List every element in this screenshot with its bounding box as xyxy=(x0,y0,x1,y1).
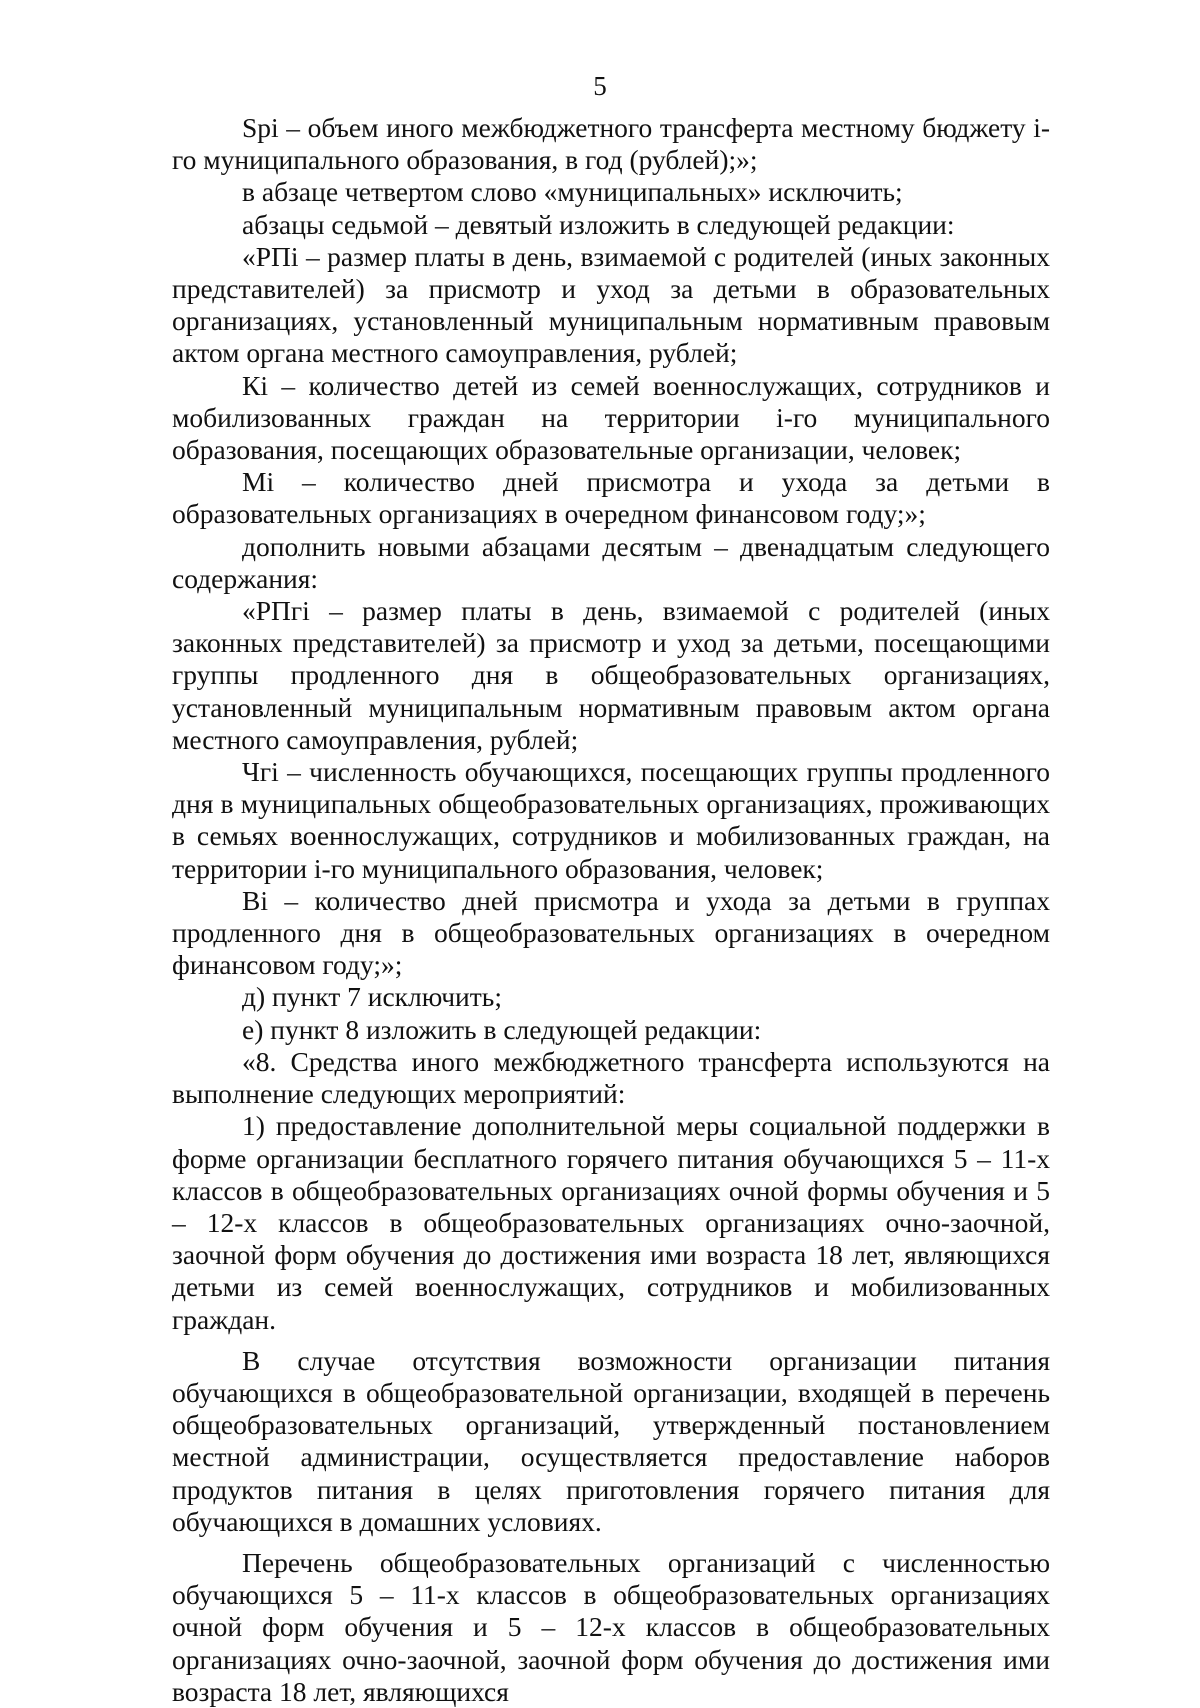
paragraph: в абзаце четвертом слово «муниципальных» исключить; xyxy=(242,176,903,208)
paragraph: 1) предоставление дополнительной меры социальной поддержки в форме организации бесплатного горячего питания обучающихся 5 – 11-х классов в общеобразовательных организациях очной формы обучения и 5 – 12-х классов в общеобразовательных организациях очно-заочной, заочной форм обучения до достижения ими возраста 18 лет, являющихся детьми из семей военнослужащих, сотрудников и мобилизованных граждан. xyxy=(172,1110,1050,1335)
paragraph: Перечень общеобразовательных организаций с численностью обучающихся 5 – 11-х классов в общеобразовательных организациях очной форм обучения и 5 – 12-х классов в общеобразовательных организациях очно-заочной, заочной форм обучения до достижения ими возраста 18 лет, являющихся xyxy=(172,1546,1050,1707)
paragraph: «РПi – размер платы в день, взимаемой с родителей (иных законных представителей) за присмотр и уход за детьми в образовательных организациях, установленный муниципальным нормативным правовым актом органа местного самоуправления, рублей; xyxy=(172,240,1050,369)
paragraph: д) пункт 7 исключить; xyxy=(242,981,502,1013)
paragraph: В случае отсутствия возможности организации питания обучающихся в общеобразовательной организации, входящей в перечень общеобразовательных организаций, утвержденный постановлением местной администрации, осуществляется предоставление наборов продуктов питания в целях приготовления горячего питания для обучающихся в домашних условиях. xyxy=(172,1344,1050,1537)
page-number: 5 xyxy=(593,71,607,101)
paragraph: абзацы седьмой – девятый изложить в следующей редакции: xyxy=(242,208,955,240)
paragraph: «8. Средства иного межбюджетного трансферта используются на выполнение следующих мероприятий: xyxy=(172,1045,1050,1110)
paragraph: е) пункт 8 изложить в следующей редакции: xyxy=(242,1013,762,1045)
paragraph: Кi – количество детей из семей военнослужащих, сотрудников и мобилизованных граждан на территории i-го муниципального образования, посещающих образовательные организации, человек; xyxy=(172,369,1050,466)
paragraph: «РПгi – размер платы в день, взимаемой с родителей (иных законных представителей) за присмотр и уход за детьми, посещающими группы продленного дня в общеобразовательных организациях, установленный муниципальным нормативным правовым актом органа местного самоуправления, рублей; xyxy=(172,595,1050,755)
paragraph: Чгi – численность обучающихся, посещающих группы продленного дня в муниципальных общеобразовательных организациях, проживающих в семьях военнослужащих, сотрудников и мобилизованных граждан, на территории i-го муниципального образования, человек; xyxy=(172,756,1050,884)
paragraph: Мi – количество дней присмотра и ухода за детьми в образовательных организациях в очередном финансовом году;»; xyxy=(172,466,1050,530)
paragraph: дополнить новыми абзацами десятым – двенадцатым следующего содержания: xyxy=(172,530,1050,594)
paragraph: Spi – объем иного межбюджетного трансферта местному бюджету i-го муниципального образования, в год (рублей);»; xyxy=(172,112,1050,176)
paragraph: Вi – количество дней присмотра и ухода за детьми в группах продленного дня в общеобразовательных организациях в очередном финансовом году;»; xyxy=(172,884,1050,981)
document-body xyxy=(172,112,1050,1708)
